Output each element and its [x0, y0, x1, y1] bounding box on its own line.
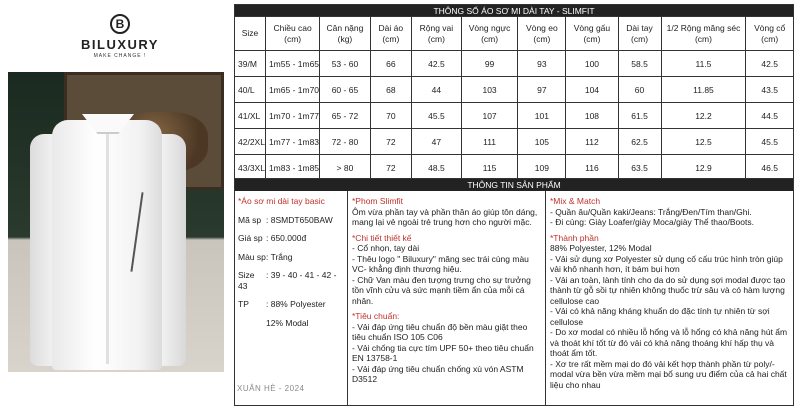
size-value-cell: 44.5: [746, 103, 794, 129]
size-value-cell: 47: [412, 129, 462, 155]
standard-item: - Vải đáp ứng tiêu chuẩn chống xù vón ASTM D3512: [352, 363, 524, 384]
brand-name: BILUXURY: [81, 37, 159, 52]
standard-item: - Vải chống tia cực tím UPF 50+ theo tiêu chuẩn EN 13758-1: [352, 342, 534, 363]
fit-description: Ôm vừa phần tay và phần thân áo giúp tôn dáng, mang lại vẻ ngoài trẻ trung hơn cho người mặc.: [352, 206, 538, 227]
size-value-cell: 116: [566, 155, 618, 181]
size-value-cell: 11.85: [661, 77, 746, 103]
product-info-title: THÔNG TIN SẢN PHẨM: [235, 179, 793, 191]
product-meta-row: [238, 318, 344, 329]
product-basics-column: [235, 191, 347, 405]
size-header-cell: Dài áo (cm): [370, 17, 411, 51]
composition-list: [550, 243, 789, 390]
size-value-cell: 1m77 - 1m83: [265, 129, 319, 155]
size-header-cell: Size: [235, 17, 266, 51]
standards-list: [352, 322, 541, 385]
product-meta-value: : 88% Polyester: [266, 299, 326, 309]
fit-heading: *Phom Slimfit: [352, 196, 404, 206]
mix-match-list: [550, 207, 789, 228]
size-header-cell: Dài tay (cm): [618, 17, 661, 51]
size-label-cell: 40/L: [235, 77, 266, 103]
size-value-cell: 111: [461, 129, 518, 155]
size-label-cell: 41/XL: [235, 103, 266, 129]
product-meta-row: [238, 270, 344, 291]
size-value-cell: 62.5: [618, 129, 661, 155]
brand-tagline: MAKE CHANGE !: [93, 53, 147, 59]
product-meta-value: : 650.000đ: [266, 233, 307, 243]
product-meta-value: : 8SMDT650BAW: [266, 214, 333, 225]
product-info-section: [234, 178, 794, 406]
composition-item: - Vải có khả năng kháng khuẩn do đặc tính tự nhiên từ sợi cellulose: [550, 306, 770, 327]
product-meta-row: [238, 233, 344, 244]
size-value-cell: 45.5: [412, 103, 462, 129]
size-value-cell: 97: [518, 77, 566, 103]
size-value-cell: 109: [518, 155, 566, 181]
size-value-cell: 70: [370, 103, 411, 129]
size-label-cell: 39/M: [235, 51, 266, 77]
size-value-cell: 1m83 - 1m85: [265, 155, 319, 181]
size-value-cell: 42.5: [412, 51, 462, 77]
product-meta-value: : Trắng: [266, 251, 293, 262]
size-value-cell: 103: [461, 77, 518, 103]
size-row: [235, 103, 794, 129]
design-detail-item: - Cổ nhọn, tay dài: [352, 243, 420, 253]
size-header-cell: Vòng ngực (cm): [461, 17, 518, 51]
brand-panel: [0, 0, 232, 406]
size-header-cell: Vòng cổ (cm): [746, 17, 794, 51]
product-meta-key: Màu sp: [238, 251, 266, 262]
size-label-cell: 42/2XL: [235, 129, 266, 155]
composition-item: - Xơ tre rất mềm mại do đó vải kết hợp thành phần từ poly/-modal vừa bền vừa mềm mại bổ sung ưu điểm của cả hai chất liệu cho nhau: [550, 358, 787, 390]
logo-mark-icon: B: [110, 14, 130, 34]
size-table-title: THÔNG SỐ ÁO SƠ MI DÀI TAY - SLIMFIT: [235, 5, 794, 17]
size-value-cell: 60: [618, 77, 661, 103]
size-value-cell: 112: [566, 129, 618, 155]
size-value-cell: 65 - 72: [320, 103, 370, 129]
size-table: [234, 4, 794, 181]
composition-item: - Vải an toàn, lành tính cho da do sử dụng sợi modal được tạo thành từ gỗ sồi tự nhiên không thuốc trừ sâu và có hàm lượng cellulose cao: [550, 274, 786, 306]
size-value-cell: 108: [566, 103, 618, 129]
design-detail-list: [352, 243, 541, 306]
design-detail-heading: *Chi tiết thiết kế: [352, 232, 412, 243]
size-value-cell: 12.9: [661, 155, 746, 181]
size-header-cell: Vòng eo (cm): [518, 17, 566, 51]
size-value-cell: 43.5: [746, 77, 794, 103]
size-value-cell: 1m55 - 1m65: [265, 51, 319, 77]
product-meta-key: TP: [238, 299, 249, 309]
size-value-cell: 68: [370, 77, 411, 103]
size-value-cell: 48.5: [412, 155, 462, 181]
product-meta-row: [238, 299, 344, 310]
size-value-cell: 93: [518, 51, 566, 77]
brand-logo: [70, 14, 170, 59]
size-value-cell: 1m70 - 1m77: [265, 103, 319, 129]
size-header-cell: 1/2 Rộng măng séc (cm): [661, 17, 746, 51]
composition-heading: *Thành phần: [550, 232, 599, 243]
product-meta-row: [238, 252, 344, 263]
size-value-cell: 107: [461, 103, 518, 129]
mix-match-heading: *Mix & Match: [550, 196, 601, 206]
product-meta-key: Mã sp: [238, 214, 262, 225]
composition-item: - Vải sử dụng xơ Polyester sử dụng cố cấu trúc hình tròn giúp vải khô nhanh hơn, ít bám bụi hơn: [550, 253, 783, 274]
product-meta-key: Giá sp: [238, 233, 263, 243]
shirt-placket: [106, 134, 109, 364]
season-label: XUÂN HÈ - 2024: [237, 384, 305, 393]
size-value-cell: 104: [566, 77, 618, 103]
mix-match-item: - Quần âu/Quần kaki/Jeans: Trắng/Đen/Tím than/Ghi.: [550, 206, 752, 217]
design-detail-item: - Thêu logo " Biluxury" măng sec trái cùng màu VC- khẳng định thương hiệu.: [352, 253, 529, 274]
size-value-cell: 12.5: [661, 129, 746, 155]
size-value-cell: 1m65 - 1m70: [265, 77, 319, 103]
product-design-column: [347, 191, 545, 405]
size-value-cell: 99: [461, 51, 518, 77]
size-row: [235, 51, 794, 77]
size-value-cell: 101: [518, 103, 566, 129]
size-value-cell: 12.2: [661, 103, 746, 129]
size-value-cell: 115: [461, 155, 518, 181]
size-value-cell: 46.5: [746, 155, 794, 181]
size-value-cell: 60 - 65: [320, 77, 370, 103]
product-meta-key: Size: [238, 270, 255, 280]
standards-heading: *Tiêu chuẩn:: [352, 311, 400, 321]
size-value-cell: 72: [370, 129, 411, 155]
size-value-cell: 61.5: [618, 103, 661, 129]
product-meta-list: [238, 215, 344, 329]
product-meta-value: : 39 - 40 - 41 - 42 - 43: [238, 270, 337, 291]
size-label-cell: 43/3XL: [235, 155, 266, 181]
product-meta-row: [238, 215, 344, 226]
size-row: [235, 129, 794, 155]
size-value-cell: 11.5: [661, 51, 746, 77]
size-value-cell: > 80: [320, 155, 370, 181]
size-value-cell: 63.5: [618, 155, 661, 181]
composition-item: - Do xơ modal có nhiều lỗ hổng và lỗ hổng có khả năng hút ẩm và thoát khí tốt từ đó vải có khả năng thoáng khí hấp thụ và thoát ẩm tốt.: [550, 327, 788, 358]
size-value-cell: 53 - 60: [320, 51, 370, 77]
size-table-body: [235, 51, 794, 181]
size-value-cell: 66: [370, 51, 411, 77]
standard-item: - Vải đáp ứng tiêu chuẩn độ bền màu giặt theo tiêu chuẩn ISO 105 C06: [352, 321, 528, 342]
size-header-cell: Cân nặng (kg): [320, 17, 370, 51]
size-value-cell: 72: [370, 155, 411, 181]
size-value-cell: 42.5: [746, 51, 794, 77]
size-header-cell: Rộng vai (cm): [412, 17, 462, 51]
size-table-header: [235, 17, 794, 51]
mix-match-item: - Đi cùng: Giày Loafer/giày Moca/giày Thể thao/Boots.: [550, 217, 754, 227]
size-value-cell: 44: [412, 77, 462, 103]
size-value-cell: 58.5: [618, 51, 661, 77]
size-table-section: [234, 4, 794, 181]
size-row: [235, 77, 794, 103]
product-name-heading: *Áo sơ mi dài tay basic: [238, 196, 325, 206]
design-detail-item: - Chữ Van màu đen tượng trưng cho sự trưởng tồn vĩnh cửu và sức mạnh tiềm ẩn của mỗi cá nhân.: [352, 274, 531, 306]
product-material-column: [545, 191, 793, 405]
size-header-cell: Vòng gấu (cm): [566, 17, 618, 51]
size-row: [235, 155, 794, 181]
product-meta-value: 12% Modal: [266, 317, 309, 328]
size-header-cell: Chiều cao (cm): [265, 17, 319, 51]
size-value-cell: 105: [518, 129, 566, 155]
product-photo: [8, 72, 224, 372]
size-value-cell: 100: [566, 51, 618, 77]
size-value-cell: 45.5: [746, 129, 794, 155]
composition-item: 88% Polyester, 12% Modal: [550, 243, 652, 253]
size-value-cell: 72 - 80: [320, 129, 370, 155]
